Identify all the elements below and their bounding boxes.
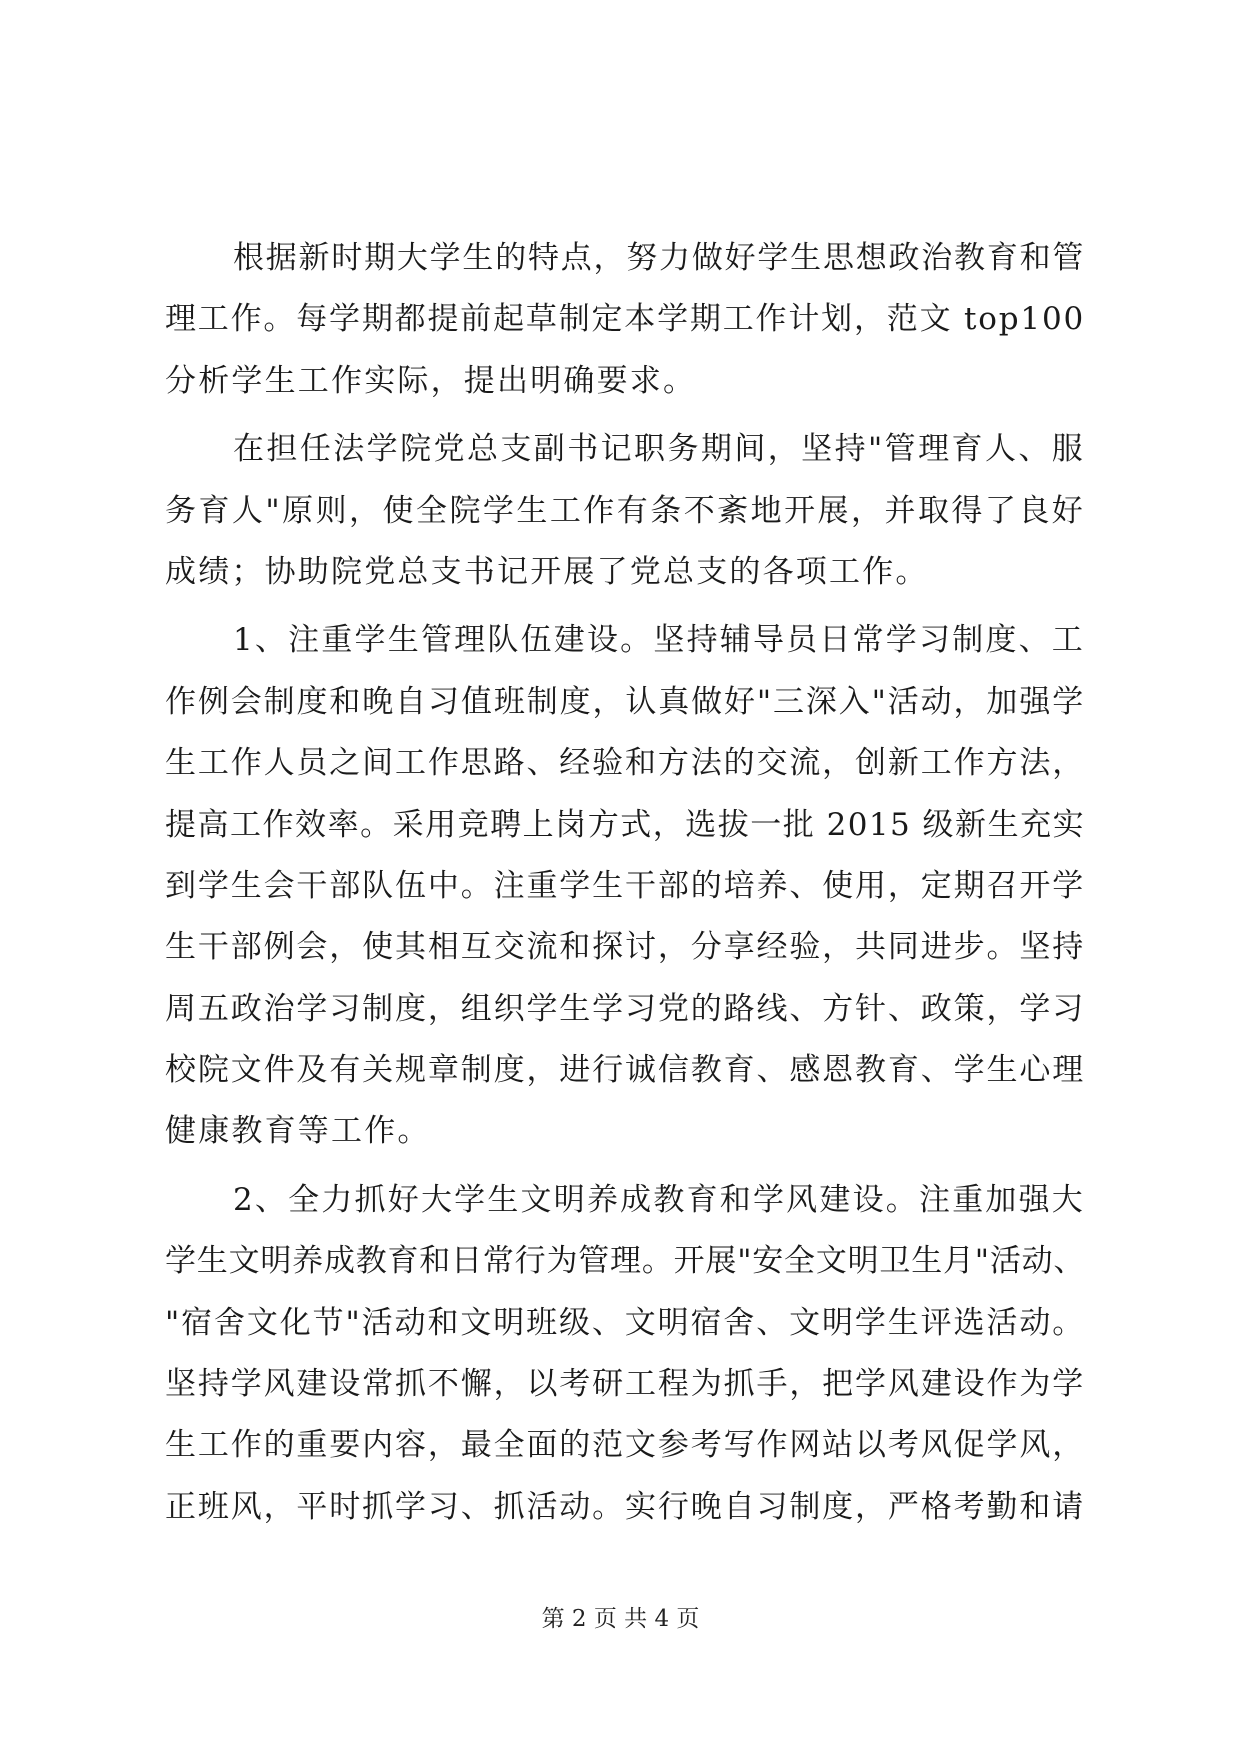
text-line: 生干部例会，使其相互交流和探讨，分享经验，共同进步。坚持 [165,929,1085,966]
text-line: 务育人"原则，使全院学生工作有条不紊地开展，并取得了良好 [165,492,1085,529]
text-line: 理工作。每学期都提前起草制定本学期工作计划，范文 top100 [165,301,1085,338]
text-line: 成绩；协助院党总支书记开展了党总支的各项工作。 [165,553,929,590]
text-line: 校院文件及有关规章制度，进行诚信教育、感恩教育、学生心理 [165,1052,1085,1089]
text-line: 生工作人员之间工作思路、经验和方法的交流，创新工作方法， [165,745,1085,782]
text-line: 周五政治学习制度，组织学生学习党的路线、方针、政策，学习 [165,990,1085,1027]
paragraph-4 [165,1170,1085,1538]
paragraph-2 [165,419,1085,603]
text-line: 学生文明养成教育和日常行为管理。开展"安全文明卫生月"活动、 [165,1243,1085,1280]
text-line: "宿舍文化节"活动和文明班级、文明宿舍、文明学生评选活动。 [165,1304,1085,1341]
text-line: 2、全力抓好大学生文明养成教育和学风建设。注重加强大 [233,1181,1085,1218]
text-line: 到学生会干部队伍中。注重学生干部的培养、使用，定期召开学 [165,867,1085,904]
document-body [165,228,1085,1538]
text-line: 正班风，平时抓学习、抓活动。实行晚自习制度，严格考勤和请 [165,1488,1085,1525]
text-line: 分析学生工作实际，提出明确要求。 [165,362,697,399]
text-line: 1、注重学生管理队伍建设。坚持辅导员日常学习制度、工 [233,622,1085,659]
page-number-footer: 第 2 页 共 4 页 [541,1606,700,1632]
text-line: 作例会制度和晚自习值班制度，认真做好"三深入"活动，加强学 [165,683,1085,720]
paragraph-3 [165,610,1085,1163]
text-line: 在担任法学院党总支副书记职务期间，坚持"管理育人、服 [233,431,1085,468]
text-line: 提高工作效率。采用竞聘上岗方式，选拔一批 2015 级新生充实 [165,806,1085,843]
text-line: 生工作的重要内容，最全面的范文参考写作网站以考风促学风， [165,1427,1085,1464]
text-line: 坚持学风建设常抓不懈，以考研工程为抓手，把学风建设作为学 [165,1366,1085,1403]
paragraph-1 [165,228,1085,412]
text-line: 根据新时期大学生的特点，努力做好学生思想政治教育和管 [233,240,1085,276]
text-line: 健康教育等工作。 [165,1113,431,1150]
